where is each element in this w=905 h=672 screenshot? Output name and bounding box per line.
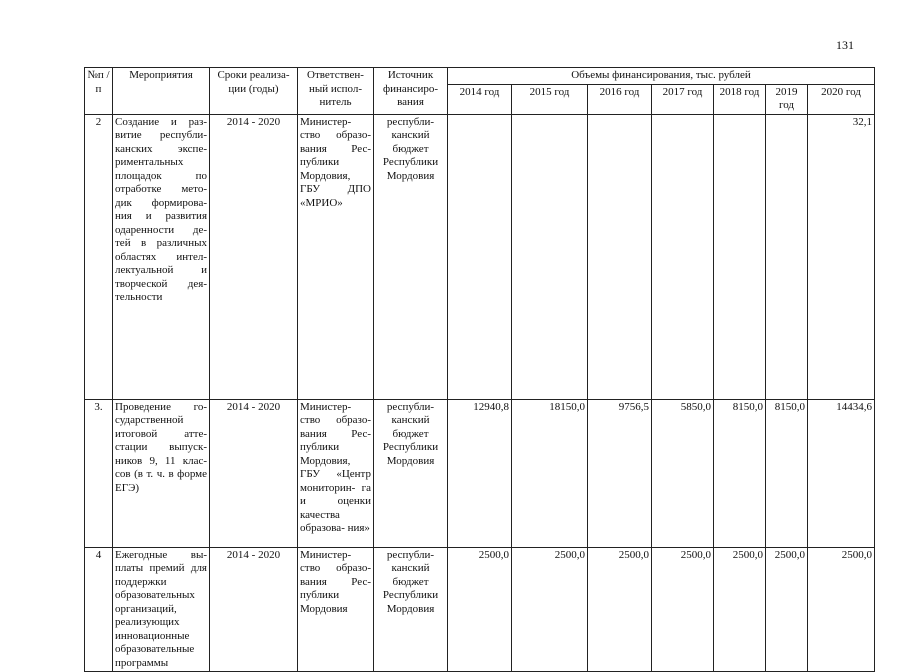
header-year: 2017 год: [652, 84, 714, 114]
row-source: республи- канский бюджет Республики Мордовия: [374, 399, 448, 547]
row-value: 2500,0: [448, 547, 512, 672]
row-value: [512, 114, 588, 399]
row-value: 2500,0: [588, 547, 652, 672]
header-year: 2018 год: [714, 84, 766, 114]
row-terms: 2014 - 2020: [210, 399, 298, 547]
table-row: [85, 399, 875, 547]
table-row: [85, 547, 875, 672]
row-num: 3.: [85, 399, 113, 547]
funding-table: [84, 67, 875, 672]
row-value: [448, 114, 512, 399]
table-row: [85, 114, 875, 399]
row-value: 5850,0: [652, 399, 714, 547]
row-terms: 2014 - 2020: [210, 547, 298, 672]
row-source: республи- канский бюджет Республики Мордовия: [374, 114, 448, 399]
page-number: 131: [836, 38, 854, 52]
row-value: [714, 114, 766, 399]
header-year: 2020 год: [808, 84, 875, 114]
row-value: 18150,0: [512, 399, 588, 547]
row-value: 2500,0: [512, 547, 588, 672]
row-value: 2500,0: [714, 547, 766, 672]
header-row: [85, 68, 875, 85]
row-value: 9756,5: [588, 399, 652, 547]
row-event: Создание и раз- витие республи- канских экспе- риментальных площадок по отработке мето- дик формирова- ния и развития одаренности де- тей в различных областях интел- лектуальной и творческой дея- тельности: [113, 114, 210, 399]
header-year: 2016 год: [588, 84, 652, 114]
header-year: 2019 год: [766, 84, 808, 114]
row-responsible: Министер- ство образо- вания Рес- публики Мордовия, ГБУ ДПО «МРИО»: [298, 114, 374, 399]
row-value: 12940,8: [448, 399, 512, 547]
header-year: 2014 год: [448, 84, 512, 114]
row-source: республи- канский бюджет Республики Мордовия: [374, 547, 448, 672]
row-value: 8150,0: [766, 399, 808, 547]
header-source: Источник финансиро- вания: [374, 68, 448, 115]
row-responsible: Министер- ство образо- вания Рес- публики Мордовия, ГБУ «Центр мониторин- га и оценки качества образова- ния»: [298, 399, 374, 547]
header-event: Мероприятия: [113, 68, 210, 115]
row-value: 8150,0: [714, 399, 766, 547]
row-value: [766, 114, 808, 399]
row-value: [652, 114, 714, 399]
row-num: 4: [85, 547, 113, 672]
row-num: 2: [85, 114, 113, 399]
row-responsible: Министер- ство образо- вания Рес- публики Мордовия: [298, 547, 374, 672]
header-responsible: Ответствен- ный испол- нитель: [298, 68, 374, 115]
row-value: 32,1: [808, 114, 875, 399]
header-terms: Сроки реализа- ции (годы): [210, 68, 298, 115]
row-event: Ежегодные вы- платы премий для поддержки образовательных организаций, реализующих инновационные образовательные программы: [113, 547, 210, 672]
row-value: 2500,0: [766, 547, 808, 672]
header-year: 2015 год: [512, 84, 588, 114]
row-value: [588, 114, 652, 399]
row-event: Проведение го- сударственной итоговой атте- стации выпуск- ников 9, 11 клас- сов (в т. ч. в форме ЕГЭ): [113, 399, 210, 547]
row-terms: 2014 - 2020: [210, 114, 298, 399]
row-value: 14434,6: [808, 399, 875, 547]
header-num: №п /п: [85, 68, 113, 115]
header-funding: Объемы финансирования, тыс. рублей: [448, 68, 875, 85]
row-value: 2500,0: [652, 547, 714, 672]
row-value: 2500,0: [808, 547, 875, 672]
